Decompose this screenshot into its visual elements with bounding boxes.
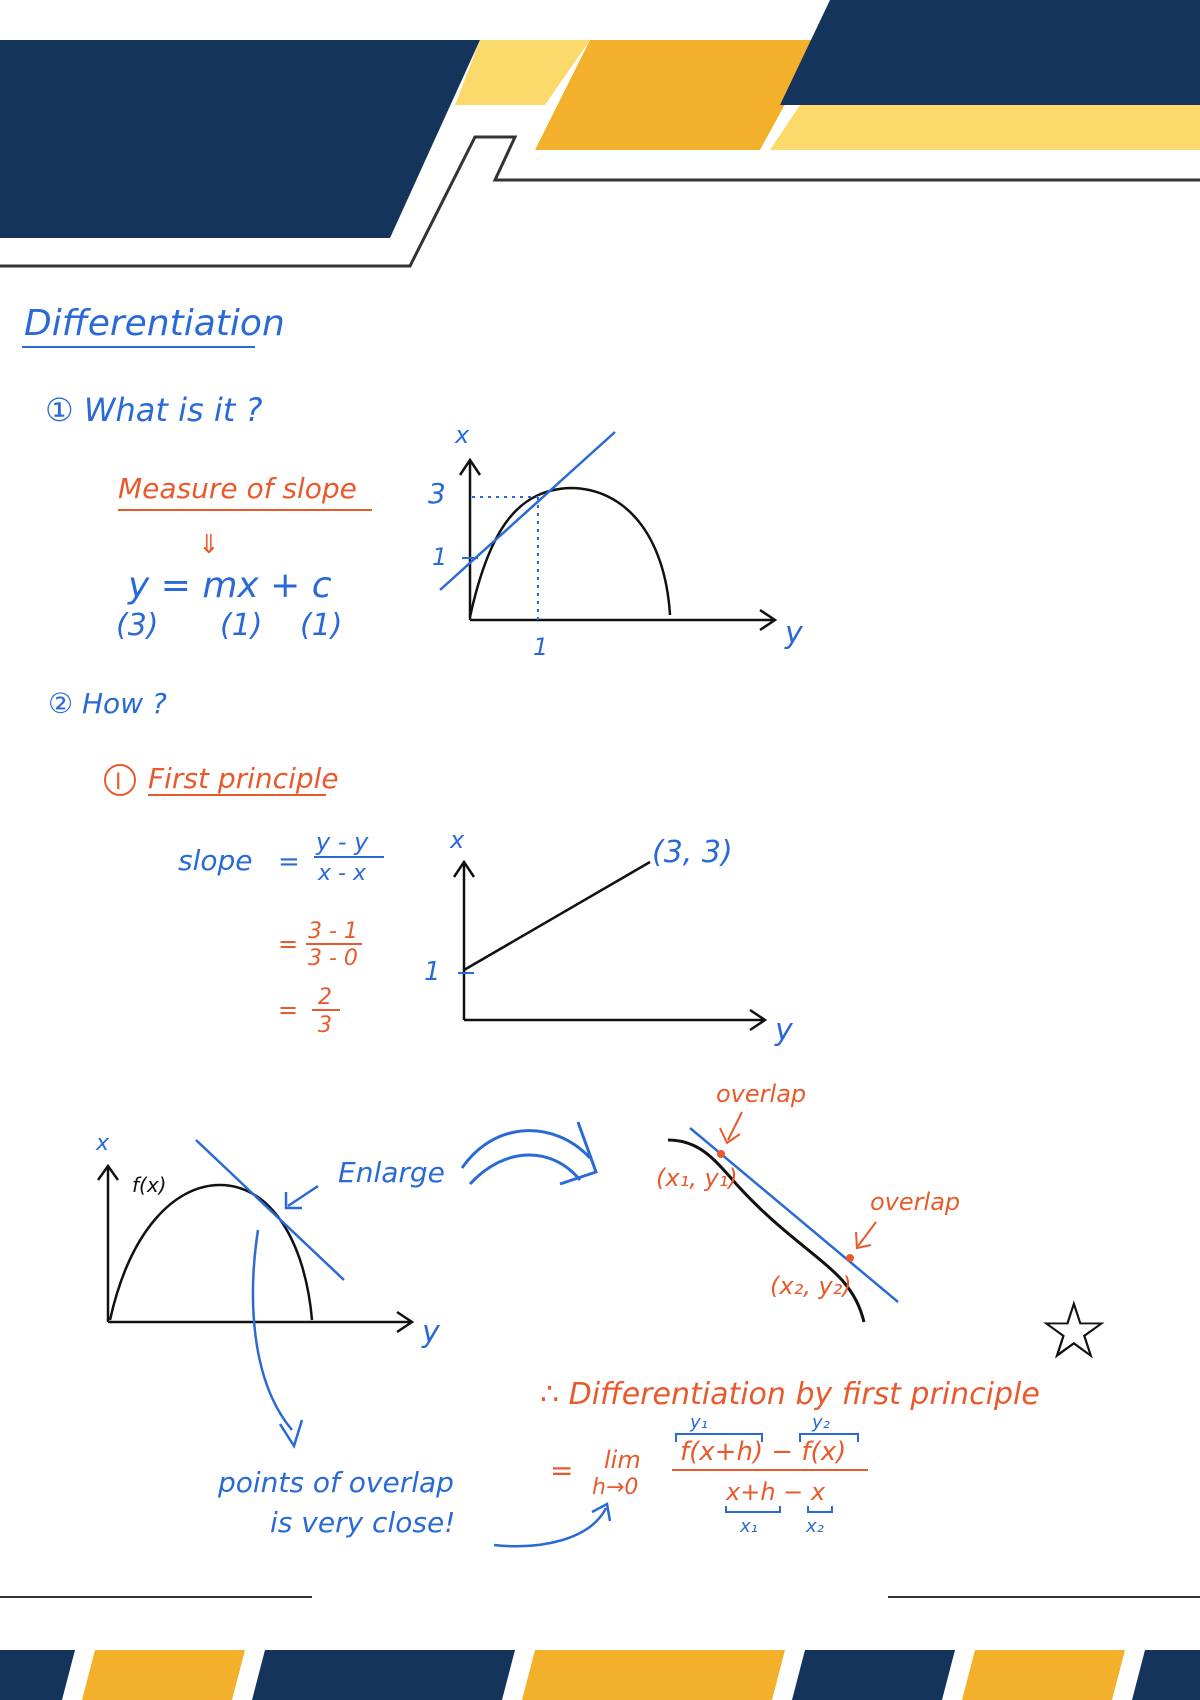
limit-word: lim [604,1446,641,1474]
subheading-marker: I [115,770,122,795]
zoom-arrow-head [280,1420,302,1446]
point1-label: (x₁, y₁) [656,1164,738,1192]
header-banner [0,0,1200,280]
header-light-gold-strip [770,105,1200,150]
graph1-tick-top: 3 [428,477,446,510]
header-navy-block [0,40,480,238]
section-what-is-it [0,385,1200,661]
graph1-tick-low: 1 [432,543,448,571]
overlap-note-line2: is very close! [270,1506,456,1539]
graph2-axis-y-label: y [775,1013,793,1048]
line-equation: y = mx + c [128,565,332,606]
zoomed-view [656,1080,960,1322]
line-graph [424,826,794,1048]
graph3-tangent-line [196,1140,344,1280]
limit-denominator: x+h − x [726,1478,826,1506]
point2-label: (x₂, y₂) [770,1272,852,1300]
graph3-axis-x-label: x [96,1131,110,1156]
denominator-label-b: x₂ [806,1516,824,1537]
graph3-curve-label: f(x) [132,1173,167,1197]
overlap-point-2 [846,1254,854,1262]
overlap-arrow-bottom-line [858,1222,876,1246]
enlarge-pointer-line [288,1186,318,1206]
denominator-brace-b [808,1506,832,1512]
slope-word: slope [178,844,253,877]
footer-block-7 [1132,1650,1200,1700]
fraction3-denominator: 3 [318,1013,332,1038]
graph1-tick-x: 1 [533,633,549,661]
fraction2-denominator: 3 - 0 [308,946,358,971]
footer-block-4 [522,1650,785,1700]
overlap-note-line1: points of overlap [218,1466,454,1499]
enlarge-arrow [462,1122,596,1184]
graph1-tangent-line [440,432,615,590]
equation-value-y: (3) [116,608,159,643]
definition-arrow: ⇓ [198,530,220,560]
overlap-label-top: overlap [716,1080,807,1108]
section-first-principle [0,1080,1200,1550]
footer-banner [0,1590,1200,1700]
numerator-label-a: y₁ [690,1412,708,1433]
fraction2-numerator: 3 - 1 [308,919,358,944]
zoom-arrow-curve [253,1230,292,1430]
slope-equals: = [278,847,300,877]
enlarge-arrow-outer [462,1131,590,1168]
fraction3-numerator: 2 [318,985,332,1010]
step3-equals: = [278,996,299,1024]
footer-block-2 [82,1650,245,1700]
enlarge-arrow-inner [470,1155,580,1184]
footer-block-3 [252,1650,515,1700]
footer-block-1 [0,1650,75,1700]
graph1-axis-y-label: y [785,616,803,651]
graph2-intercept-label: 1 [424,957,441,987]
section1-heading: ① What is it ? [45,391,263,429]
limit-subscript: h→0 [592,1475,639,1500]
fraction1-numerator: y - y [316,828,369,856]
definition-text: Measure of slope [118,472,357,505]
star-mark: ☆ [1038,1284,1110,1377]
conclusion-text: ∴ Differentiation by first principle [540,1377,1040,1412]
step2-equals: = [278,930,299,958]
graph1-curve [470,488,670,617]
graph3-axis-y-label: y [422,1315,440,1350]
overlap-label-bottom: overlap [870,1188,961,1216]
section-how [0,680,1200,1080]
enlarge-arrow-head [560,1122,596,1184]
equation-value-c: (1) [300,608,343,643]
footer-block-6 [962,1650,1125,1700]
overlap-arrow-top-line [728,1112,742,1140]
note-arrow [494,1508,606,1546]
footer-block-5 [792,1650,955,1700]
header-navy-top [780,0,1200,105]
overlap-point-1 [717,1150,725,1158]
section2-heading: ② How ? [48,687,167,720]
curve-graph [95,1131,445,1446]
limit-numerator: f(x+h) − f(x) [680,1437,847,1467]
denominator-label-a: x₁ [740,1516,758,1537]
graph1-axis-x-label: x [455,421,470,449]
fraction1-denominator: x - x [318,861,366,886]
equation-value-m: (1) [220,608,263,643]
enlarge-label: Enlarge [338,1156,445,1189]
limit-equals: = [550,1454,574,1487]
notes-title [0,295,1200,375]
graph2-point-label: (3, 3) [652,835,733,870]
tangent-graph [428,421,804,661]
graph2-line [464,862,650,970]
page-title: Differentiation [24,303,285,344]
graph2-axis-x-label: x [450,826,465,854]
denominator-brace-a [726,1506,780,1512]
note-arrow-head [592,1504,610,1521]
numerator-label-b: y₂ [812,1412,830,1433]
subheading-text: First principle [148,762,339,795]
graph3-curve [110,1185,312,1320]
